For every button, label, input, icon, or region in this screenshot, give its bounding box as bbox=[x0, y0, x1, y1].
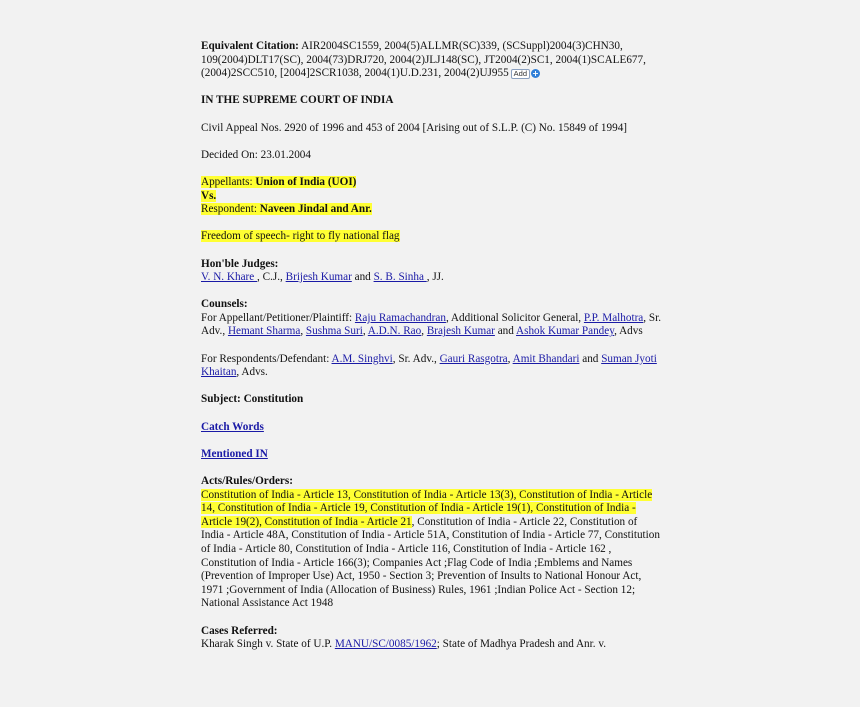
counsel-link[interactable]: Suman Jyoti Khaitan bbox=[201, 352, 657, 379]
acts-highlighted: Constitution of India - Article 13, Constitution of India - Article 13(3), Constitution of India - Article 14, Constitution of India - Article 19, Constitution of India - Article 19(1), Constitution of India - Article 19(2), Constitution of India - Article 21 bbox=[201, 488, 653, 528]
headnote: Freedom of speech- right to fly national flag bbox=[201, 230, 400, 243]
mentioned-in-section bbox=[201, 448, 663, 462]
counsels-appellant: Counsels: For Appellant/Petitioner/Plaintiff: Raju Ramachandran, Additional Solicitor General, P.P. Malhotra, Sr. Adv., Hemant Sharma, Sushma Suri, A.D.N. Rao, Brajesh Kumar and Ashok Kumar Pandey, Advs bbox=[201, 298, 662, 338]
cases-section: Cases Referred: Kharak Singh v. State of U.P. MANU/SC/0085/1962; State of Madhya Pradesh and Anr. v. bbox=[201, 624, 607, 651]
mentioned-in-link[interactable]: Mentioned IN bbox=[201, 447, 268, 460]
catch-words-link[interactable]: Catch Words bbox=[201, 420, 264, 433]
counsel-link[interactable]: A.D.N. Rao bbox=[367, 325, 422, 338]
catch-words-section bbox=[201, 421, 663, 435]
counsel-link[interactable]: Ashok Kumar Pandey bbox=[516, 325, 615, 338]
counsel-link[interactable]: Hemant Sharma bbox=[227, 325, 301, 338]
versus-label: Vs. bbox=[201, 189, 217, 202]
acts-section bbox=[201, 475, 663, 611]
case-link[interactable]: MANU/SC/0085/1962 bbox=[334, 638, 437, 651]
counsel-link[interactable]: Sushma Suri bbox=[305, 325, 363, 338]
appellants-name: Union of India (UOI) bbox=[255, 175, 357, 188]
counsel-link[interactable]: Brajesh Kumar bbox=[426, 325, 495, 338]
counsels-heading: Counsels: bbox=[201, 298, 248, 311]
parties bbox=[201, 176, 663, 217]
equivalent-citation bbox=[201, 40, 663, 81]
acts-rest: , Constitution of India - Article 22, Constitution of India - Article 48A, Constitution of India - Article 51A, Constitution of India - Article 77, Constitution of India - Article 80, Constitution of India - Article 116, Constitution of India - Article 162 , Constitution of India - Article 166(3); Companies Act ;Flag Code of India ;Emblems and Names (Prevention of Improper Use) Act, 1950 - Section 3; Prevention of Insults to National Honour Act, 1971 ;Government of India (Allocation of Business) Rules, 1961 ;Indian Police Act - Section 12; National Assistance Act 1948 bbox=[201, 515, 660, 610]
judges-heading: Hon'ble Judges: bbox=[201, 257, 279, 270]
respondent-label: Respondent: bbox=[201, 203, 260, 216]
counsel-link[interactable]: Gauri Rasgotra bbox=[439, 352, 508, 365]
counsel-link[interactable]: P.P. Malhotra bbox=[583, 311, 644, 324]
cases-heading: Cases Referred: bbox=[201, 624, 278, 637]
appellants-label: Appellants: bbox=[201, 175, 256, 188]
court-name: IN THE SUPREME COURT OF INDIA bbox=[201, 94, 394, 107]
judge-link-khare[interactable]: V. N. Khare bbox=[201, 271, 258, 284]
citation-text: AIR2004SC1559, 2004(5)ALLMR(SC)339, (SCSuppl)2004(3)CHN30, 109(2004)DLT17(SC), 2004(73)DRJ720, 2004(2)JLJ148(SC), JT2004(2)SC1, 2004(1)SCALE677, (2004)2SCC510, [2004]2SCR1038, 2004(1)U.D.231, 2004(2)UJ955 bbox=[201, 40, 646, 80]
counsel-link[interactable]: Amit Bhandari bbox=[512, 352, 580, 365]
judges-section: Hon'ble Judges: V. N. Khare , C.J., Brijesh Kumar and S. B. Sinha , JJ. bbox=[201, 257, 444, 284]
judgment-content bbox=[201, 40, 663, 652]
plus-circle-icon[interactable]: + bbox=[532, 69, 539, 79]
citation-label: Equivalent Citation: bbox=[201, 40, 299, 52]
judge-link-brijesh-kumar[interactable]: Brijesh Kumar bbox=[285, 271, 352, 284]
decided-date: Decided On: 23.01.2004 bbox=[201, 148, 311, 161]
subject: Subject: Constitution bbox=[201, 393, 304, 406]
acts-heading: Acts/Rules/Orders: bbox=[201, 475, 293, 487]
counsels-respondent: For Respondents/Defendant: A.M. Singhvi, Sr. Adv., Gauri Rasgotra, Amit Bhandari and Suman Jyoti Khaitan, Advs. bbox=[201, 352, 657, 379]
appeal-number: Civil Appeal Nos. 2920 of 1996 and 453 of 2004 [Arising out of S.L.P. (C) No. 15849 of 1994] bbox=[201, 121, 628, 134]
add-citation-button[interactable]: Add bbox=[511, 69, 530, 79]
counsel-link[interactable]: Raju Ramachandran bbox=[354, 311, 446, 324]
counsel-link[interactable]: A.M. Singhvi bbox=[331, 352, 393, 365]
judge-link-sinha[interactable]: S. B. Sinha bbox=[373, 271, 427, 284]
respondent-name: Naveen Jindal and Anr. bbox=[259, 203, 372, 216]
